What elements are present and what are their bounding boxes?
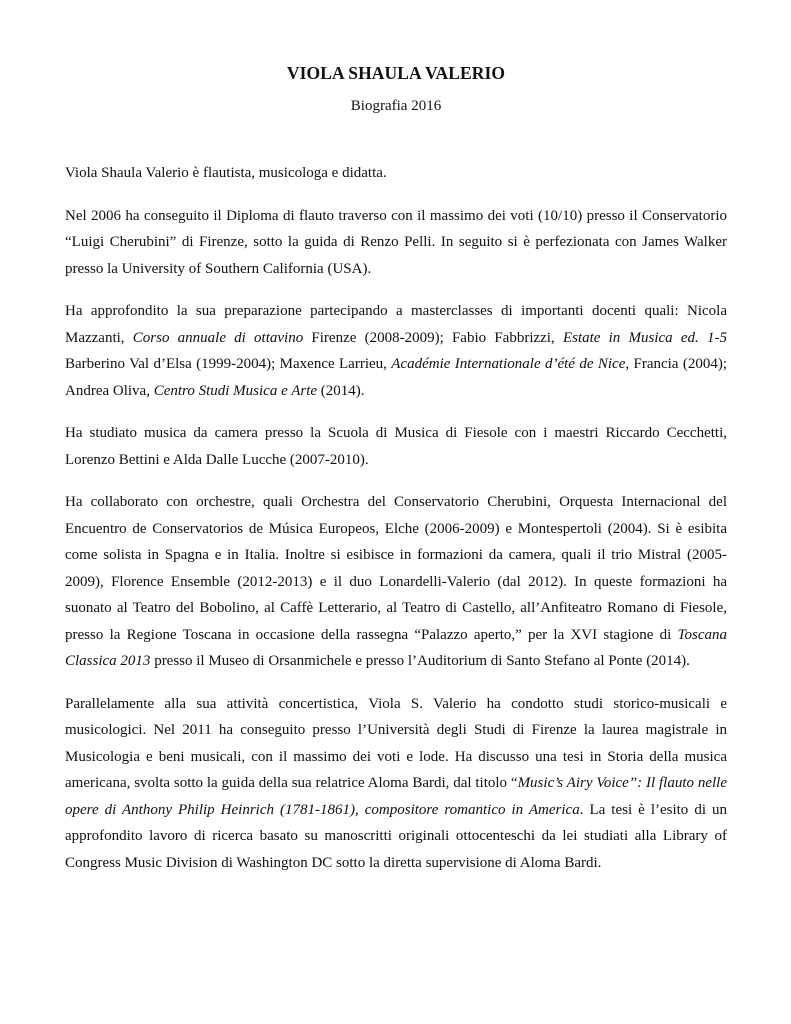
course-title: Estate in Musica ed. 1-5 [562, 329, 727, 346]
document-page [65, 62, 727, 876]
paragraph-orchestras [65, 489, 727, 675]
course-title: Académie Internationale d’été de Nice, [391, 356, 630, 372]
text-run: Firenze (2008-2009); Fabio Fabbrizzi, [303, 329, 563, 346]
course-title: Corso annuale di ottavino [132, 329, 304, 346]
paragraph-diploma: Nel 2006 ha conseguito il Diploma di flauto traverso con il massimo dei voti (10/10) presso il Conservatorio “Luigi Cherubini” di Firenze, sotto la guida di Renzo Pelli. In seguito si è perfezionata con James Walker presso la University of Southern California (USA). [65, 207, 727, 277]
text-run: (2014). [317, 382, 365, 399]
paragraph-musicology [65, 691, 727, 877]
text-run: Parallelamente alla sua attività concertistica, Viola S. Valerio ha condotto studi storico-musicali e musicologici. Nel 2011 ha conseguito presso l’Università degli Studi di Firenze la laurea magistrale in Musicologia e beni musicali, con il massimo dei voti e lode. Ha discusso una tesi in Storia della musica americana, svolta sotto la guida della sua relatrice Aloma Bardi, dal titolo “ [65, 695, 727, 791]
paragraph-chamber-music: Ha studiato musica da camera presso la Scuola di Musica di Fiesole con i maestri Riccardo Cecchetti, Lorenzo Bettini e Alda Dalle Lucche (2007-2010). [65, 425, 727, 468]
text-run: . La tesi è l’esito di un approfondito lavoro di ricerca basato su manoscritti originali ottocenteschi da lei studiati alla Library of Congress Music Division di Washington DC sotto la diretta supervisione di Aloma Bardi. [65, 801, 727, 871]
text-run: presso il Museo di Orsanmichele e presso l’Auditorium di Santo Stefano al Ponte (2014). [150, 653, 690, 669]
document-title: VIOLA SHAULA VALERIO [286, 63, 506, 83]
course-title: Centro Studi Musica e Arte [153, 382, 318, 399]
paragraph-masterclasses [65, 298, 727, 404]
document-subtitle: Biografia 2016 [350, 98, 442, 114]
text-run: Barberino Val d’Elsa (1999-2004); Maxence Larrieu, [65, 356, 392, 372]
paragraph-intro: Viola Shaula Valerio è flautista, musicologa e didatta. [65, 165, 387, 181]
text-run: Ha collaborato con orchestre, quali Orchestra del Conservatorio Cherubini, Orquesta Internacional del Encuentro de Conservatorios de Música Europeos, Elche (2006-2009) e Montespertoli (2004). Si è esibita come solista in Spagna e in Italia. Inoltre si esibisce in formazioni da camera, quali il trio Mistral (2005-2009), Florence Ensemble (2012-2013) e il duo Lonardelli-Valerio (dal 2012). In queste formazioni ha suonato al Teatro del Bobolino, al Caffè Letterario, al Teatro di Castello, all’Anfiteatro Romano di Fiesole, presso la Regione Toscana in occasione della rassegna “Palazzo aperto,” per la XVI stagione di [65, 494, 727, 643]
text-run: Ha approfondito la sua preparazione partecipando a masterclasses di importanti docenti quali: Nicola Mazzanti, [65, 303, 727, 346]
text-run: Francia (2004); Andrea Oliva, [65, 356, 727, 399]
thesis-title: Music’s Airy Voice”: Il flauto nelle opere di Anthony Philip Heinrich (1781-1861), compositore romantico in America [65, 775, 727, 818]
season-title: Toscana Classica 2013 [65, 626, 727, 669]
